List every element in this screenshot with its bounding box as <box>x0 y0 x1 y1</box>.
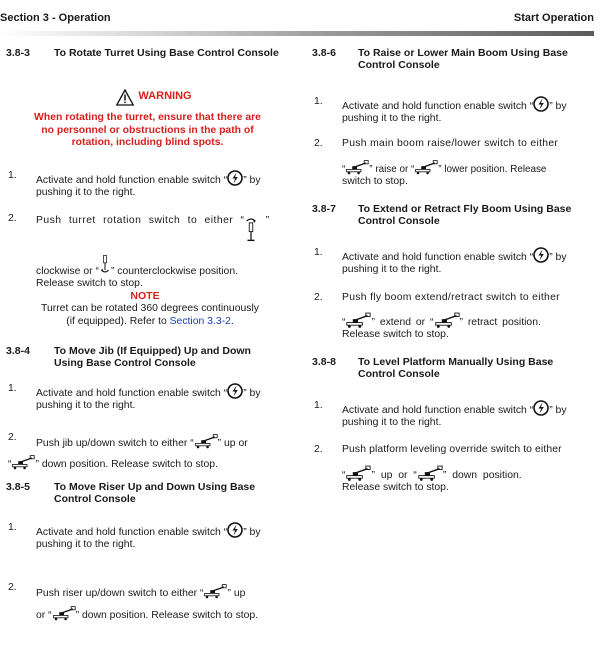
section-label: Section 3 - Operation <box>0 12 111 24</box>
function-enable-icon <box>227 383 243 399</box>
rotate-counterclockwise-icon <box>99 254 111 276</box>
page-header <box>0 8 600 28</box>
platform-up-icon <box>345 464 371 482</box>
boom-raise-icon <box>345 158 369 176</box>
section-link[interactable]: Section 3.3-2 <box>169 315 231 327</box>
boom-lower-icon <box>414 158 438 176</box>
note-label: NOTE <box>130 290 160 302</box>
header-rule <box>0 31 594 36</box>
section-title: To Rotate Turret Using Base Control Console <box>54 47 279 59</box>
rotate-clockwise-icon <box>244 213 258 245</box>
function-enable-icon <box>533 400 549 416</box>
warning-label: WARNING <box>138 90 192 102</box>
function-enable-icon <box>227 170 243 186</box>
function-enable-icon <box>227 522 243 538</box>
riser-up-icon <box>203 582 227 600</box>
function-enable-icon <box>533 96 549 112</box>
platform-down-icon <box>417 464 443 482</box>
warning-text: When rotating the turret, ensure that there are no personnel or obstructions in the path of rotation, including blind spots. <box>34 112 261 148</box>
fly-boom-extend-icon <box>345 311 371 329</box>
section-number: 3.8-3 <box>6 47 30 59</box>
note-text: Turret can be rotated 360 degrees continuously (if equipped). Refer to Section 3.3-2. <box>41 303 259 327</box>
jib-down-icon <box>11 453 35 471</box>
riser-down-icon <box>52 604 76 622</box>
jib-up-icon <box>194 432 218 450</box>
fly-boom-retract-icon <box>434 311 460 329</box>
chapter-label: Start Operation <box>513 12 594 24</box>
function-enable-icon <box>533 247 549 263</box>
